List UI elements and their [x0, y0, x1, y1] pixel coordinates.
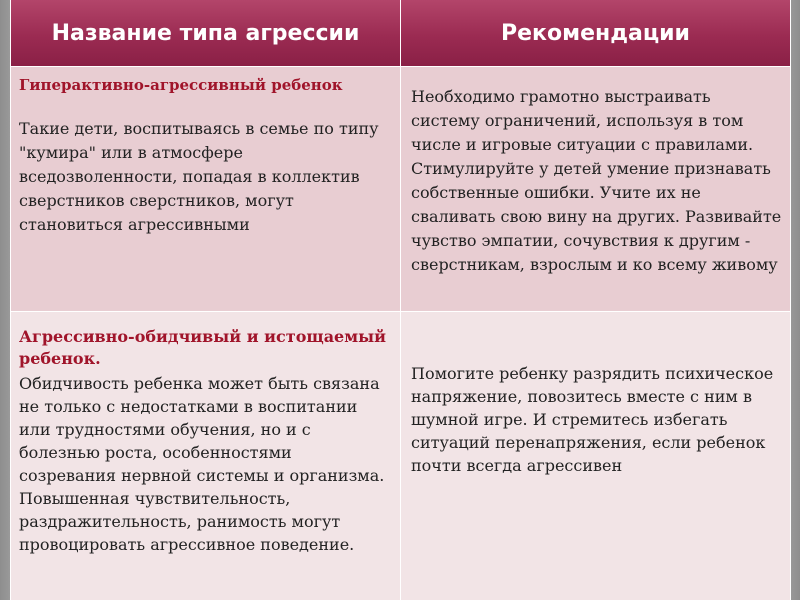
recommendation-cell: [401, 312, 790, 600]
aggression-type-cell: [11, 67, 401, 311]
header-recommendations: Рекомендации: [401, 0, 790, 66]
aggression-table: [10, 0, 791, 600]
recommendation-cell: [401, 67, 790, 311]
table-row: [11, 66, 790, 313]
aggression-type-cell: [11, 312, 401, 600]
header-aggression-type: Название типа агрессии: [11, 0, 401, 66]
table-header: [11, 0, 790, 66]
recommendation-text: Необходимо грамотно выстраивать систему ограничений, используя в том числе и игровые ситуации с правилами. Стимулируйте у детей умение признавать собственные ошибки. Учите их не сваливать свою вину на других. Развивайте чувство эмпатии, сочувствия к другим - сверстникам, взрослым и ко всему живому: [411, 87, 782, 274]
aggression-type-description: Такие дети, воспитываясь в семье по типу "кумира" или в атмосфере вседозволенности, попадая в коллектив сверстников сверстников, могут становиться агрессивными: [19, 119, 379, 234]
aggression-type-description: Обидчивость ребенка может быть связана не только с недостатками в воспитании или трудностями обучения, но и с болезнью роста, особенностями созревания нервной системы и организма. Повышенная чувствительность, раздражительность, ранимость могут провоцировать агрессивное поведение.: [19, 374, 385, 554]
recommendation-text: Помогите ребенку разрядить психическое напряжение, повозитесь вместе с ним в шумной игре. И стремитесь избегать ситуаций перенапряжения, если ребенок почти всегда агрессивен: [411, 364, 774, 475]
table-row: [11, 312, 790, 600]
aggression-type-title: Агрессивно-обидчивый и истощаемый ребенок.: [19, 327, 387, 368]
aggression-type-title: Гиперактивно-агрессивный ребенок: [19, 76, 343, 94]
